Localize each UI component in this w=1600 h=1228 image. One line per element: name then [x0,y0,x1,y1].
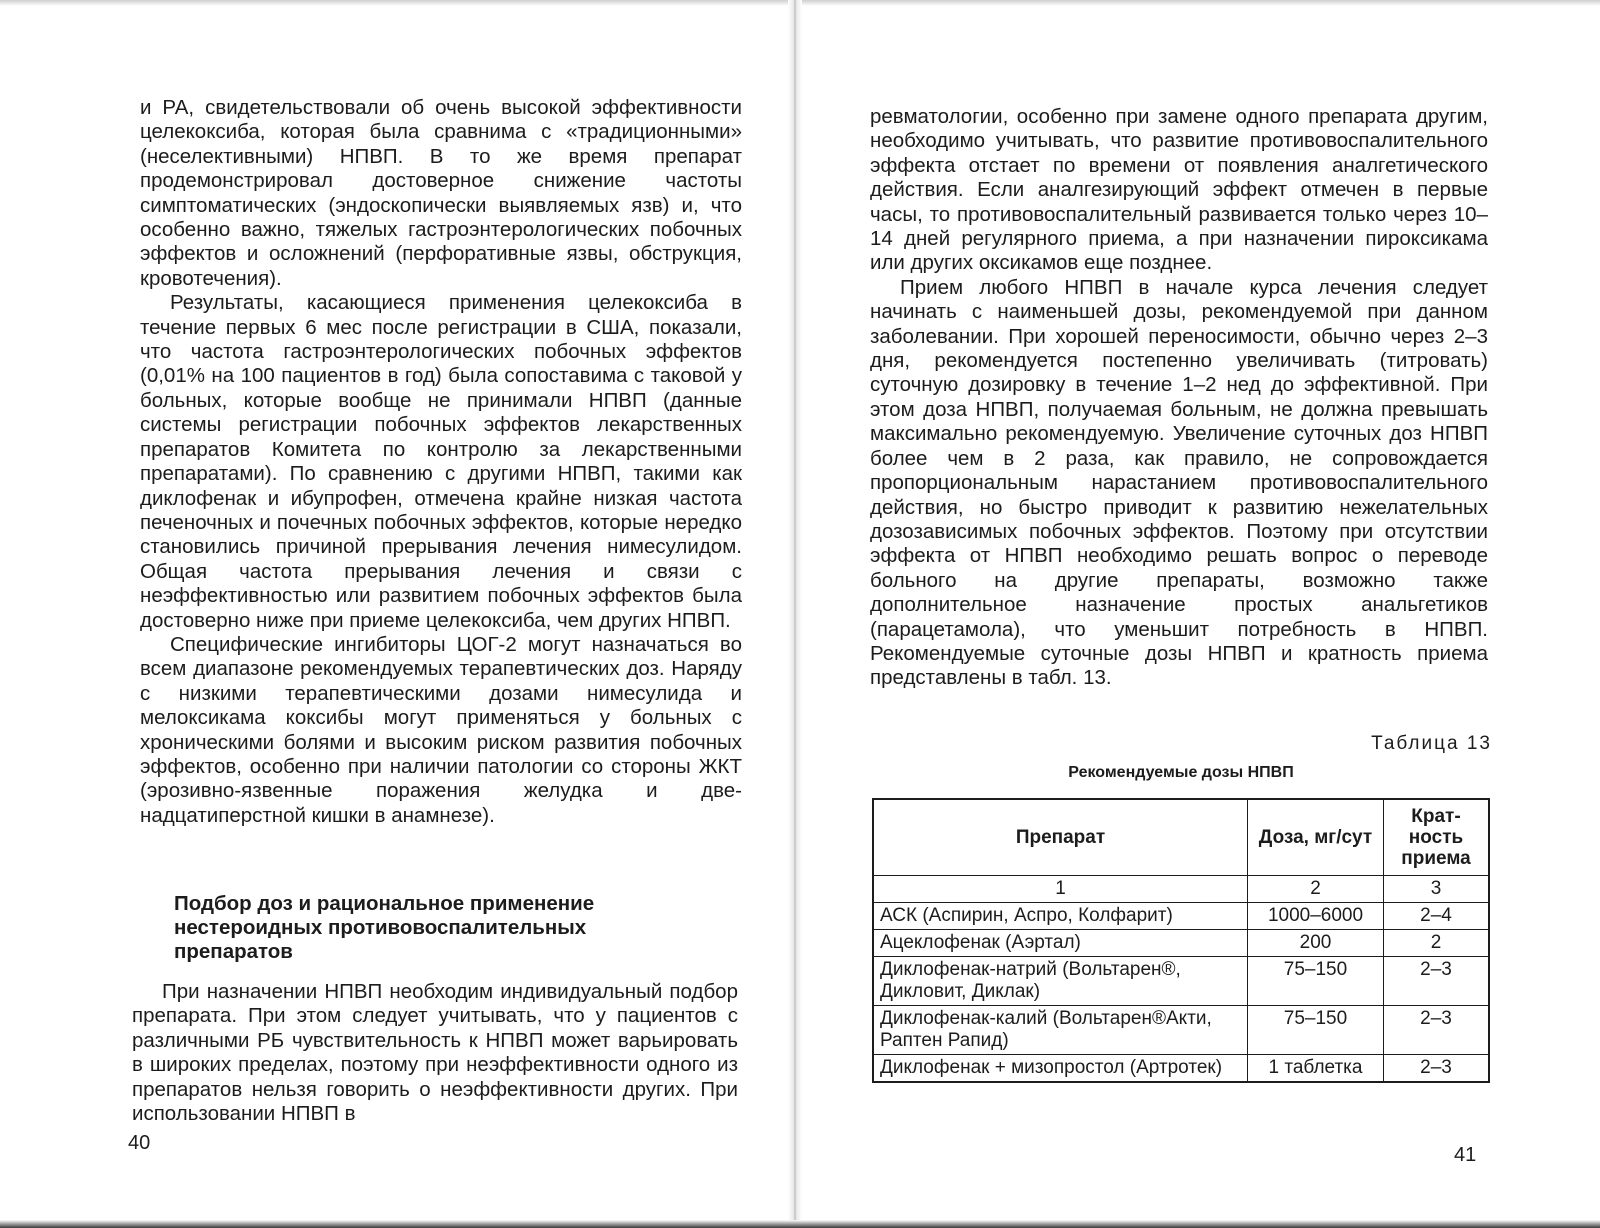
frequency-cell: 2–4 [1383,902,1489,929]
table-row [873,1054,1489,1082]
left-page-body [140,96,742,828]
table-row [873,1005,1489,1054]
column-number: 3 [1383,875,1489,902]
table-header-row [873,799,1489,875]
paragraph: Специфические ингибиторы ЦОГ-2 могут назначаться во всем диапазоне рекомендуемых терапевтических доз. Наряду с низкими терапевтическими дозами нимесулида и мелоксикама коксибы могут применяться у больных с хроническими болями и высоким риском развития побочных эффектов, особенно при наличии патологии со стороны ЖКТ (эрозивно-язвенные поражения желудка и двенадцатиперстной кишки в анамнезе). [140,632,742,827]
left-page [0,0,790,1228]
left-page-body-continued [132,980,738,1126]
section-heading: Подбор доз и рациональное применение нестероидных противовоспалительных препаратов [174,892,595,963]
dose-cell: 1000–6000 [1248,902,1384,929]
dose-cell: 75–150 [1248,1005,1384,1054]
right-page [802,0,1600,1228]
paragraph: ревматологии, особенно при замене одного препарата другим, необходимо учитывать, что развитие противовоспалительного эффекта отстает по времени от появления аналгетического действия. Если аналгезирующий эффект отмечен в первые часы, то противовоспалительный развивается только через 10–14 дней регулярного приема, а при назначении пироксикама или других оксикамов еще позднее. [870,105,1488,275]
book-gutter [788,0,802,1228]
table-header-cell: Кратность приема [1383,799,1489,875]
table-column-number-row [873,875,1489,902]
right-page-body [870,105,1488,691]
table-title: Рекомендуемые дозы НПВП [1068,764,1294,781]
dose-cell: 200 [1248,929,1384,956]
paragraph: и РА, свидетельствовали об очень высокой эффективности целекоксиба, которая была сравнима с «традиционными» (неселективными) НПВП. В то же время препарат продемонстрировал достоверное снижение частоты симптоматических (эндоскопически выявляемых язв) и, что особенно важно, тяжелых гастроэнтерологических побочных эффектов и осложнений (перфоративные язвы, обструкция, кровотечения). [140,96,742,290]
table-header-cell: Препарат [873,799,1248,875]
drug-name-cell: Диклофенак + мизопростол (Артротек) [873,1054,1248,1082]
column-number: 1 [873,875,1248,902]
table-row [873,902,1489,929]
drug-name-cell: Ацеклофенак (Аэртал) [873,929,1248,956]
dose-table [872,798,1490,1083]
frequency-cell: 2–3 [1383,956,1489,1005]
paragraph: При назначении НПВП необходим индивидуальный подбор препарата. При этом следует учитывать, что у пациентов с различными РБ чувствительность к НПВП может варьировать в широких пределах, поэтому при неэффективности одного из препаратов нельзя говорить о неэффективности других. При использовании НПВП в [132,980,738,1126]
page-number: 40 [128,1132,151,1154]
column-number: 2 [1248,875,1384,902]
drug-name-cell: АСК (Аспирин, Аспро, Колфарит) [873,902,1248,929]
drug-name-cell: Диклофенак-натрий (Вольтарен®, Дикловит, Диклак) [873,956,1248,1005]
dose-cell: 1 таблетка [1248,1054,1384,1082]
drug-name-cell: Диклофенак-калий (Вольтарен®Акти, Раптен Рапид) [873,1005,1248,1054]
paragraph: Прием любого НПВП в начале курса лечения следует начинать с наименьшей дозы, рекомендуемой при данном заболевании. При хорошей переносимости, обычно через 2–3 дня, рекомендуется постепенно увеличивать (титровать) суточную дозировку в течение 1–2 нед до эффективной. При этом доза НПВП, получаемая больным, не должна превышать максимально рекомендуемую. Увеличение суточных доз НПВП более чем в 2 раза, как правило, не сопровождается пропорциональным нарастанием противовоспалительного действия, но быстро приводит к развитию нежелательных дозозависимых побочных эффектов. Поэтому при отсутствии эффекта от НПВП необходимо решать вопрос о переводе больного на другие препараты, возможно также дополнительное назначение простых анальгетиков (парацетамола), что уменьшит потребность в НПВП. Рекомендуемые суточные дозы НПВП и кратность приема представлены в табл. 13. [870,275,1488,690]
page-number: 41 [1454,1144,1477,1166]
dose-cell: 75–150 [1248,956,1384,1005]
paragraph: Результаты, касающиеся применения целекоксиба в течение первых 6 мес после регистрации в США, показали, что частота гастроэнтерологических побочных эффектов (0,01% на 100 пациентов в год) была сопоставима с таковой у больных, которые вообще не принимали НПВП (данные системы регистрации побочных эффектов лекарственных препаратов Комитета по контролю за лекарственными препаратами). По сравнению с другими НПВП, такими как диклофенак и ибупрофен, отмечена крайне низкая частота печеночных и почечных побочных эффектов, которые нередко становились причиной прерывания лечения нимесулидом. Общая частота прерывания лечения и связи с неэффективностью или развитием побочных эффектов была достоверно ниже при приеме целекоксиба, чем других НПВП. [140,291,742,632]
table-caption: Таблица 13 [1371,733,1492,754]
frequency-cell: 2–3 [1383,1054,1489,1082]
frequency-cell: 2–3 [1383,1005,1489,1054]
table-row [873,929,1489,956]
frequency-cell: 2 [1383,929,1489,956]
table-header-cell: Доза, мг/сут [1248,799,1384,875]
table-row [873,956,1489,1005]
